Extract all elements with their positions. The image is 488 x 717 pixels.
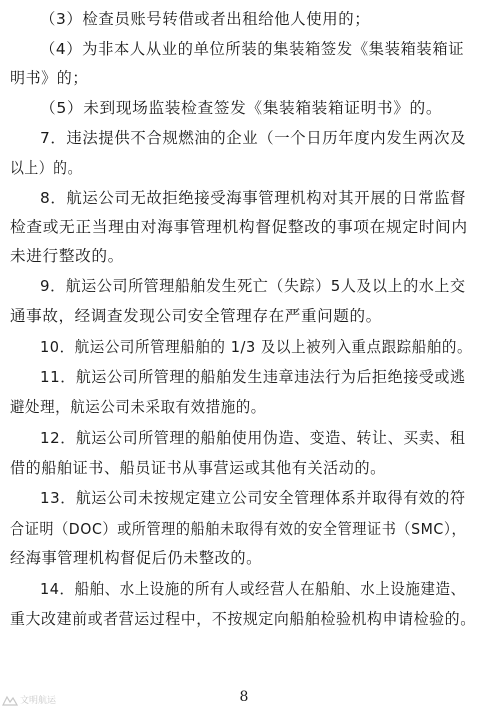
clause-9-line2: 通事故，经调查发现公司安全管理存在严重问题的。 [10, 307, 382, 325]
clause-13-line2: 合证明（DOC）或所管理的船舶未取得有效的安全管理证书（SMC）， [10, 520, 467, 538]
watermark-logo-icon [2, 695, 18, 707]
clause-7-line1: 7．违法提供不合规燃油的企业（一个日历年度内发生两次及 [40, 129, 467, 147]
clause-9-line1: 9．航运公司所管理船舶发生死亡（失踪）5人及以上的水上交 [40, 277, 466, 295]
clause-10: 10．航运公司所管理船舶的 1/3 及以上被列入重点跟踪船舶的。 [40, 338, 473, 356]
clause-12-line2: 借的船舶证书、船员证书从事营运或其他有关活动的。 [10, 459, 386, 477]
clause-13-line3: 经海事管理机构督促后仍未整改的。 [10, 549, 262, 567]
clause-11-line1: 11．航运公司所管理的船舶发生违章违法行为后拒绝接受或逃 [40, 368, 466, 386]
clause-14-line2: 重大改建前或者营运过程中，不按规定向船舶检验机构申请检验的。 [10, 610, 476, 628]
clause-8-line3: 未进行整改的。 [10, 247, 124, 265]
clause-8-line2: 检查或无正当理由对海事管理机构督促整改的事项在规定时间内 [10, 218, 468, 236]
clause-13-line1: 13．航运公司未按规定建立公司安全管理体系并取得有效的符 [40, 489, 466, 507]
clause-11-line2: 避处理，航运公司未采取有效措施的。 [10, 398, 266, 416]
watermark [2, 695, 56, 707]
line-item-5: （5）未到现场监装检查签发《集装箱装箱证明书》的。 [40, 99, 443, 117]
clause-14-line1: 14．船舶、水上设施的所有人或经营人在船舶、水上设施建造、 [40, 580, 466, 598]
clause-8-line1: 8．航运公司无故拒绝接受海事管理机构对其开展的日常监督 [40, 189, 467, 207]
line-item-4-part2: 明书》的； [10, 69, 88, 87]
clause-12-line1: 12．航运公司所管理的船舶使用伪造、变造、转让、买卖、租 [40, 429, 466, 447]
page-number: 8 [239, 689, 249, 705]
watermark-text: 文明航运 [20, 696, 57, 706]
line-item-4-part1: （4）为非本人从业的单位所装的集装箱签发《集装箱装箱证 [40, 40, 465, 58]
line-item-3: （3）检查员账号转借或者出租给他人使用的； [40, 10, 371, 28]
clause-7-line2: 以上）的。 [10, 159, 82, 177]
